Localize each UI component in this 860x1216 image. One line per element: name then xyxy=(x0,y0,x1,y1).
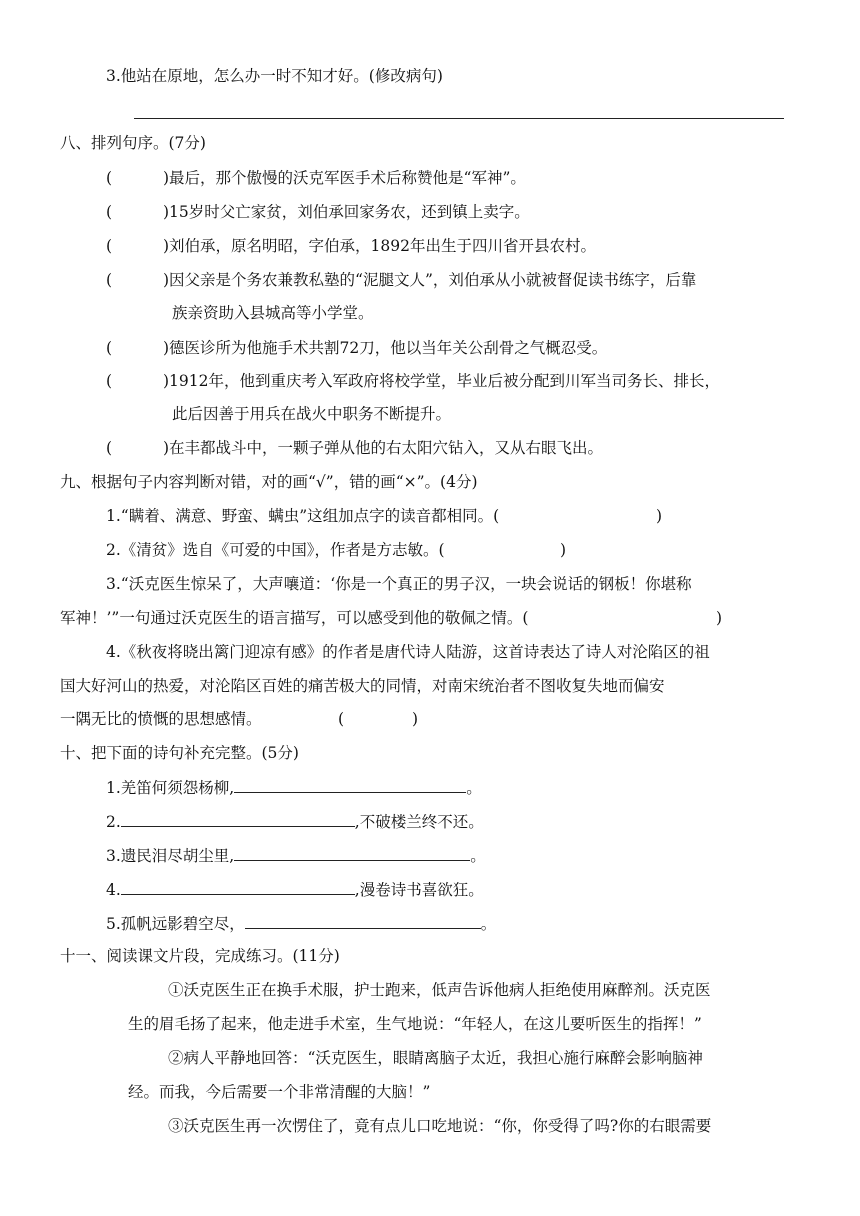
s9-question-4: 4.《秋夜将晓出篱门迎凉有感》的作者是唐代诗人陆游，这首诗表达了诗人对沦陷区的祖 xyxy=(106,643,710,661)
paren-open: ( xyxy=(106,271,113,289)
fill-blank[interactable] xyxy=(234,777,466,793)
s8-item-4: )因父亲是个务农兼教私塾的“泥腿文人”，刘伯承从小就被督促读书练字，后靠 xyxy=(163,271,697,289)
s8-item-1: )最后，那个傲慢的沃克军医手术后称赞他是“军神”。 xyxy=(163,169,526,187)
s11-title: 十一、阅读课文片段，完成练习。(11分) xyxy=(60,947,340,965)
s10-title: 十、把下面的诗句补充完整。(5分) xyxy=(60,744,299,762)
poem-text: 。 xyxy=(480,915,497,933)
s9-question-3: 3.“沃克医生惊呆了，大声嚷道：‘你是一个真正的男子汉，一块会说话的钢板！你堪称 xyxy=(106,575,692,593)
s10-line-2 xyxy=(106,811,484,832)
s7-question-3: 3.他站在原地，怎么办一时不知才好。(修改病句) xyxy=(106,67,443,85)
paren-close: ) xyxy=(412,710,419,728)
s8-item-2: )15岁时父亡家贫，刘伯承回家务农，还到镇上卖字。 xyxy=(163,203,530,221)
poem-text: 4. xyxy=(106,881,121,899)
paren-close: ) xyxy=(560,541,567,559)
s9-title: 九、根据句子内容判断对错，对的画“√”，错的画“×”。(4分) xyxy=(60,473,478,491)
poem-text: ,漫卷诗书喜欲狂。 xyxy=(354,881,484,899)
s9-question-1: 1.“瞒着、满意、野蛮、螨虫”这组加点字的读音都相同。( xyxy=(106,507,500,525)
fill-blank[interactable] xyxy=(234,845,470,861)
passage-paragraph-2-cont: 经。而我，今后需要一个非常清醒的大脑！” xyxy=(128,1083,431,1101)
fill-blank[interactable] xyxy=(121,879,355,895)
s8-item-3: )刘伯承，原名明昭，字伯承，1892年出生于四川省开县农村。 xyxy=(163,237,596,255)
passage-paragraph-3: ③沃克医生再一次愣住了，竟有点儿口吃地说：“你，你受得了吗?你的右眼需要 xyxy=(168,1117,712,1135)
s8-item-4-cont: 族亲资助入县城高等小学堂。 xyxy=(172,304,374,322)
poem-text: 。 xyxy=(466,779,482,797)
s8-item-5: )德医诊所为他施手术共割72刀，他以当年关公刮骨之气概忍受。 xyxy=(163,339,608,357)
s10-line-4 xyxy=(106,879,484,900)
s8-item-7: )在丰都战斗中，一颗子弹从他的右太阳穴钻入，又从右眼飞出。 xyxy=(163,439,604,457)
s8-item-6-cont: 此后因善于用兵在战火中职务不断提升。 xyxy=(172,405,452,423)
poem-text: 5.孤帆远影碧空尽， xyxy=(106,915,245,933)
paren-open: ( xyxy=(106,339,113,357)
paren-open: ( xyxy=(106,372,113,390)
s8-title: 八、排列句序。(7分) xyxy=(60,134,206,152)
s9-question-3-cont: 军神！’”一句通过沃克医生的语言描写，可以感受到他的敬佩之情。( xyxy=(60,609,529,627)
passage-paragraph-1-cont: 生的眉毛扬了起来，他走进手术室，生气地说：“年轻人，在这儿要听医生的指挥！” xyxy=(128,1015,702,1033)
fill-blank[interactable] xyxy=(121,811,355,827)
s9-question-4-cont: 国大好河山的热爱，对沦陷区百姓的痛苦极大的同情，对南宋统治者不图收复失地而偏安 xyxy=(60,677,665,695)
paren-open: ( xyxy=(106,169,113,187)
fill-blank[interactable] xyxy=(245,913,481,929)
passage-paragraph-2: ②病人平静地回答：“沃克医生，眼睛离脑子太近，我担心施行麻醉会影响脑神 xyxy=(168,1049,703,1067)
poem-text: ,不破楼兰终不还。 xyxy=(354,813,484,831)
answer-line[interactable] xyxy=(134,118,784,119)
poem-text: 2. xyxy=(106,813,121,831)
s10-line-1 xyxy=(106,777,482,798)
paren-open: ( xyxy=(106,203,113,221)
s8-item-6: )1912年，他到重庆考入军政府将校学堂，毕业后被分配到川军当司务长、排长， xyxy=(163,372,720,390)
poem-text: 3.遗民泪尽胡尘里, xyxy=(106,847,235,865)
poem-text: 。 xyxy=(470,847,486,865)
s10-line-5 xyxy=(106,913,496,934)
s9-question-4-cont: 一隅无比的愤慨的思想感情。 xyxy=(60,710,262,728)
poem-text: 1.羌笛何须怨杨柳, xyxy=(106,779,235,797)
paren-open: ( xyxy=(338,710,345,728)
passage-paragraph-1: ①沃克医生正在换手术服，护士跑来，低声告诉他病人拒绝使用麻醉剂。沃克医 xyxy=(168,981,711,999)
s9-question-2: 2.《清贫》选自《可爱的中国》，作者是方志敏。( xyxy=(106,541,445,559)
paren-open: ( xyxy=(106,237,113,255)
paren-close: ) xyxy=(716,609,723,627)
paren-close: ) xyxy=(656,507,663,525)
paren-open: ( xyxy=(106,439,113,457)
s10-line-3 xyxy=(106,845,486,866)
